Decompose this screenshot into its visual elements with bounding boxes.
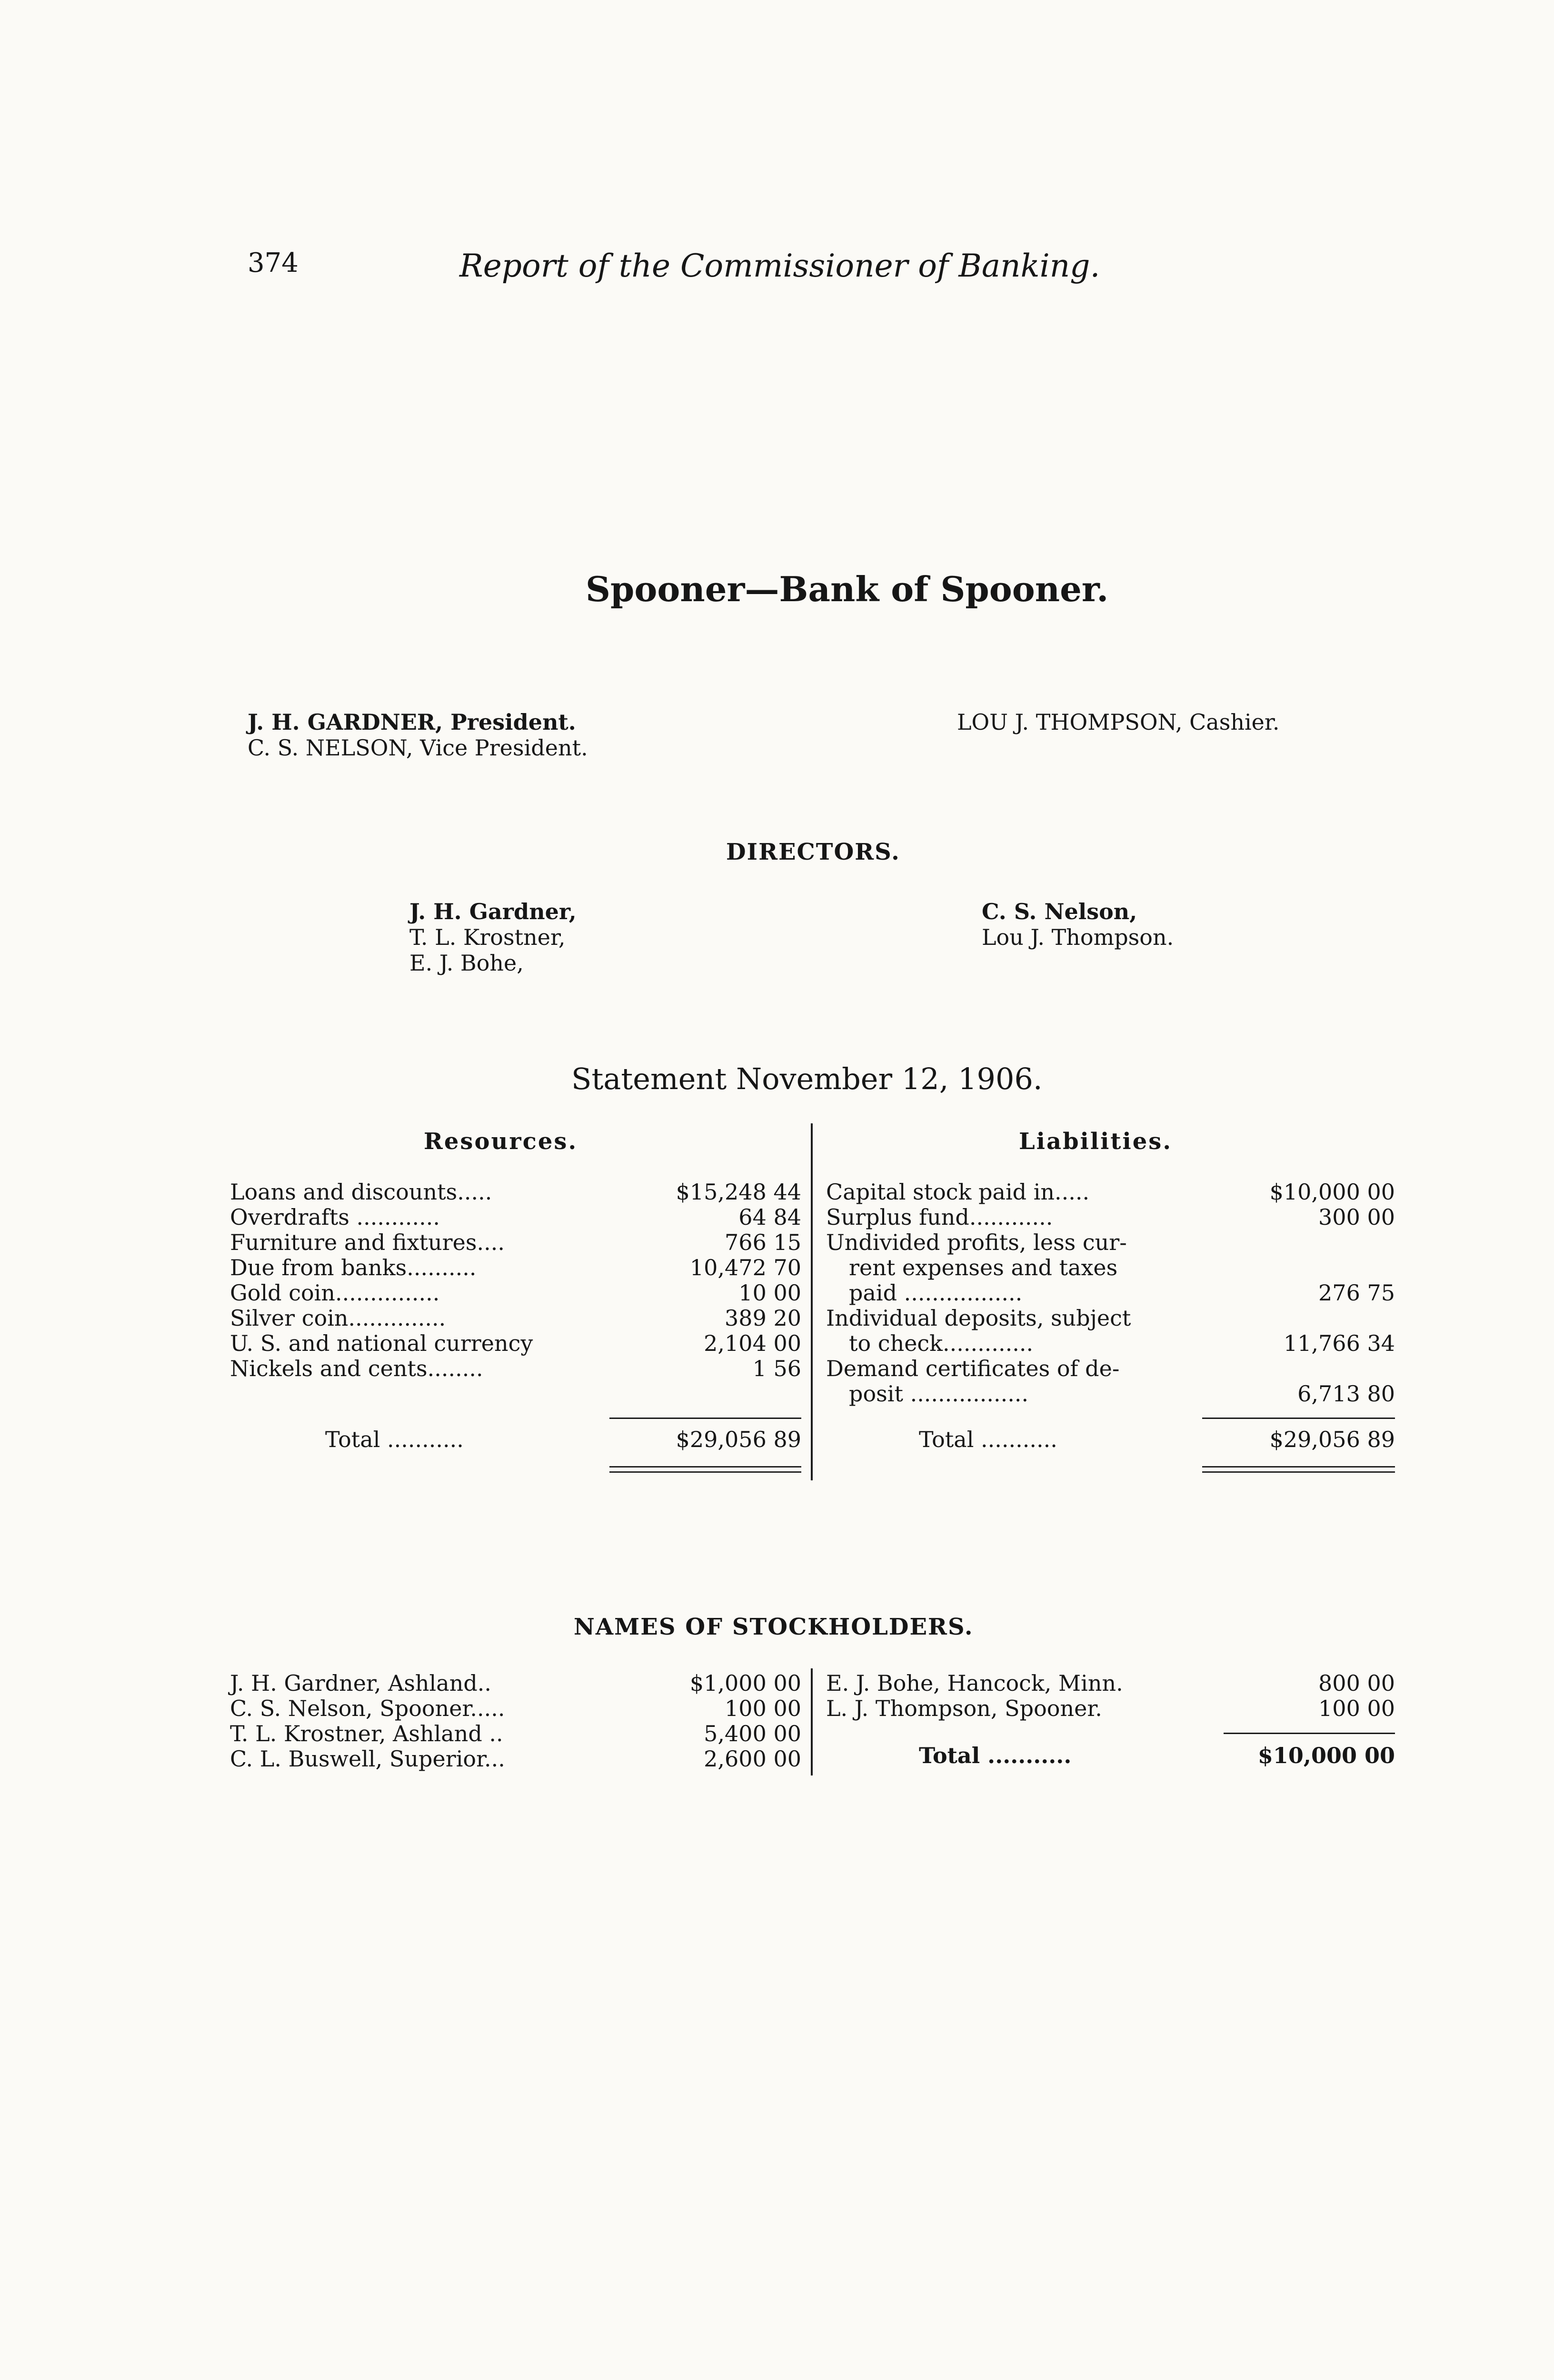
- row-amount: 64 84: [738, 1204, 801, 1230]
- row-label: Furniture and fixtures....: [230, 1230, 505, 1255]
- table-row: [826, 1381, 1395, 1407]
- table-row: [826, 1306, 1395, 1331]
- table-row: [230, 1306, 801, 1331]
- table-row: [826, 1255, 1395, 1280]
- row-label: Individual deposits, subject: [826, 1305, 1131, 1331]
- stockholder-amount: 5,400 00: [704, 1721, 801, 1746]
- stockholder-amount: 100 00: [1318, 1696, 1395, 1721]
- row-label: Overdrafts ............: [230, 1204, 440, 1230]
- row-label: Nickels and cents........: [230, 1356, 483, 1381]
- row-amount: 6,713 80: [1297, 1381, 1395, 1407]
- stockholder-name: C. S. Nelson, Spooner.....: [230, 1696, 505, 1721]
- resources-total-row: [230, 1427, 801, 1452]
- row-amount: 389 20: [725, 1305, 801, 1331]
- list-item: [230, 1746, 801, 1772]
- statement-center-rule: [811, 1123, 813, 1480]
- list-item: [230, 1671, 801, 1696]
- row-amount: $10,000 00: [1269, 1179, 1395, 1205]
- liabilities-heading: Liabilities.: [1019, 1128, 1173, 1155]
- stockholder-name: C. L. Buswell, Superior...: [230, 1746, 505, 1772]
- list-item: [230, 1696, 801, 1721]
- row-label: Loans and discounts.....: [230, 1179, 492, 1205]
- stockholder-name: T. L. Krostner, Ashland ..: [230, 1721, 503, 1746]
- table-row: [230, 1230, 801, 1255]
- row-label: rent expenses and taxes: [849, 1255, 1118, 1280]
- stockholder-name: E. J. Bohe, Hancock, Minn.: [826, 1670, 1123, 1696]
- total-label: Total ...........: [325, 1427, 464, 1452]
- row-label: Gold coin...............: [230, 1280, 440, 1306]
- stockholders-left-table: [230, 1671, 801, 1772]
- stockholder-amount: 100 00: [725, 1696, 801, 1721]
- total-label: Total ...........: [919, 1427, 1057, 1452]
- liabilities-total-row: [826, 1427, 1395, 1452]
- resources-total-rule: [609, 1418, 801, 1419]
- total-amount: $29,056 89: [676, 1427, 801, 1452]
- officers-left: [248, 709, 588, 761]
- row-amount: 10,472 70: [689, 1255, 801, 1280]
- row-amount: 300 00: [1318, 1204, 1395, 1230]
- vice-president-line: C. S. NELSON, Vice President.: [248, 735, 588, 761]
- table-row: [826, 1331, 1395, 1356]
- liabilities-table: [826, 1180, 1395, 1407]
- row-label: to check.............: [849, 1330, 1034, 1356]
- row-label: Silver coin..............: [230, 1305, 446, 1331]
- director-name: Lou J. Thompson.: [982, 924, 1174, 950]
- table-row: [230, 1180, 801, 1205]
- liabilities-total-rule: [1202, 1418, 1395, 1419]
- stockholder-amount: $1,000 00: [689, 1670, 801, 1696]
- stockholders-center-rule: [811, 1668, 813, 1775]
- stockholders-right-table: [826, 1671, 1395, 1721]
- director-name: C. S. Nelson,: [982, 899, 1137, 924]
- directors-right: [982, 899, 1174, 950]
- resources-heading: Resources.: [424, 1128, 578, 1155]
- table-row: [826, 1280, 1395, 1306]
- table-row: [826, 1230, 1395, 1255]
- table-row: [230, 1356, 801, 1381]
- row-amount: 11,766 34: [1283, 1330, 1395, 1356]
- table-row: [826, 1180, 1395, 1205]
- row-label: Demand certificates of de-: [826, 1356, 1120, 1381]
- list-item: [826, 1671, 1395, 1696]
- row-label: paid .................: [849, 1280, 1023, 1306]
- stockholder-amount: 2,600 00: [704, 1746, 801, 1772]
- director-name: J. H. Gardner,: [409, 899, 577, 924]
- total-amount: $29,056 89: [1269, 1427, 1395, 1452]
- stockholder-amount: 800 00: [1318, 1670, 1395, 1696]
- running-title: Report of the Commissioner of Banking.: [459, 248, 1100, 284]
- director-name: T. L. Krostner,: [409, 924, 566, 950]
- row-label: Surplus fund............: [826, 1204, 1053, 1230]
- row-amount: 1 56: [752, 1356, 801, 1381]
- directors-left: [409, 899, 577, 976]
- stockholders-heading: NAMES OF STOCKHOLDERS.: [574, 1614, 974, 1640]
- stockholders-total-rule: [1224, 1733, 1395, 1734]
- row-amount: 10 00: [738, 1280, 801, 1306]
- stockholder-name: L. J. Thompson, Spooner.: [826, 1696, 1102, 1721]
- stockholders-total-row: [826, 1743, 1395, 1768]
- table-row: [826, 1205, 1395, 1230]
- row-amount: $15,248 44: [676, 1179, 801, 1205]
- table-row: [230, 1280, 801, 1306]
- table-row: [826, 1356, 1395, 1381]
- total-label: Total ...........: [919, 1743, 1072, 1768]
- table-row: [230, 1331, 801, 1356]
- list-item: [826, 1696, 1395, 1721]
- cashier-line: LOU J. THOMPSON, Cashier.: [957, 709, 1280, 735]
- resources-table: [230, 1180, 801, 1381]
- statement-title: Statement November 12, 1906.: [571, 1061, 1043, 1096]
- row-amount: 276 75: [1318, 1280, 1395, 1306]
- row-amount: 2,104 00: [704, 1330, 801, 1356]
- table-row: [230, 1205, 801, 1230]
- total-amount: $10,000 00: [1257, 1743, 1395, 1768]
- list-item: [230, 1721, 801, 1746]
- bank-title: Spooner—Bank of Spooner.: [586, 569, 1109, 609]
- row-label: posit .................: [849, 1381, 1029, 1407]
- row-label: Undivided profits, less cur-: [826, 1230, 1127, 1255]
- liabilities-double-rule: [1202, 1466, 1395, 1473]
- row-label: U. S. and national currency: [230, 1330, 533, 1356]
- row-label: Due from banks..........: [230, 1255, 477, 1280]
- row-amount: 766 15: [725, 1230, 801, 1255]
- director-name: E. J. Bohe,: [409, 950, 524, 976]
- row-label: Capital stock paid in.....: [826, 1179, 1090, 1205]
- directors-heading: DIRECTORS.: [726, 839, 900, 865]
- page-number: 374: [248, 248, 299, 278]
- resources-double-rule: [609, 1466, 801, 1473]
- president-line: J. H. GARDNER, President.: [248, 709, 576, 735]
- stockholder-name: J. H. Gardner, Ashland..: [230, 1670, 492, 1696]
- table-row: [230, 1255, 801, 1280]
